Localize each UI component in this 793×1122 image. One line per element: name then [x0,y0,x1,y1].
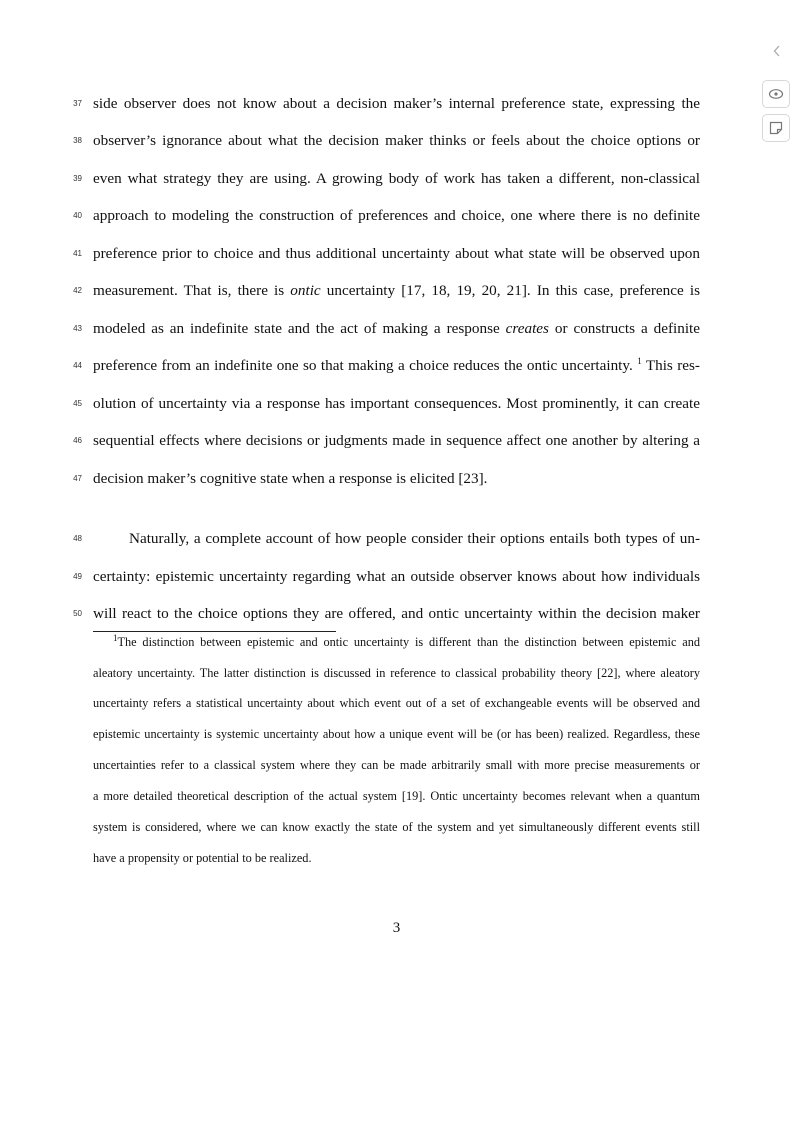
footnote-line: epistemic uncertainty is systemic uncertainty about how a unique event will be (or has been) realized. Regardless, these [93,727,700,741]
line-number: 39 [73,174,82,183]
line-number: 48 [73,534,82,543]
text-line: approach to modeling the construction of preferences and choice, one where there is no definite [93,207,700,224]
text-line: certainty: epistemic uncertainty regarding what an outside observer knows about how individuals [93,568,700,585]
chevron-left-icon [773,45,781,57]
line-number: 40 [73,211,82,220]
text-line: even what strategy they are using. A growing body of work has taken a different, non-classical [93,170,700,187]
text-segment: measurement. That is, there is [93,282,291,299]
footnote-ref[interactable]: 1 [637,355,642,366]
text-line: will react to the choice options they are offered, and ontic uncertainty within the decision maker [93,605,700,622]
text-line: olution of uncertainty via a response has important consequences. Most prominently, it can create [93,395,700,412]
text-line: sequential effects where decisions or judgments made in sequence affect one another by altering a [93,432,700,449]
text-line [93,320,700,338]
footnote-line: uncertainties refer to a classical system where they can be made arbitrarily small with more precise measurements or [93,758,700,772]
footnote-line: aleatory uncertainty. The latter distinction is discussed in reference to classical probability theory [22], where aleatory [93,666,700,680]
line-number: 37 [73,99,82,108]
sticky-note-icon [769,121,783,135]
text-line [93,282,700,300]
text-segment: or constructs a definite [548,320,700,337]
text-line: preference prior to choice and thus additional uncertainty about what state will be observed upon [93,245,700,262]
text-line: observer’s ignorance about what the decision maker thinks or feels about the choice options or [93,132,700,149]
line-number: 41 [73,249,82,258]
footnote-line [93,632,700,650]
footnote-line: uncertainty refers a statistical uncertainty about which event out of a set of exchangeable events will be observed and [93,696,700,710]
emphasis-creates: creates [505,320,549,337]
line-number: 49 [73,572,82,581]
text-line: Naturally, a complete account of how people consider their options entails both types of un- [129,530,700,547]
text-segment: This res- [641,357,700,374]
add-note-button[interactable] [762,114,790,142]
line-number: 50 [73,609,82,618]
collapse-panel-button[interactable] [770,42,784,60]
footnote-line: system is considered, where we can know exactly the state of the system and yet simultaneously different events still [93,820,700,834]
footnote-line: a more detailed theoretical description of the actual system [19]. Ontic uncertainty becomes relevant when a quantum [93,789,700,803]
footnote-line: have a propensity or potential to be realized. [93,851,312,865]
text-line: decision maker’s cognitive state when a response is elicited [23]. [93,470,488,487]
text-line: side observer does not know about a decision maker’s internal preference state, expressing the [93,95,700,112]
line-number: 44 [73,361,82,370]
eye-icon [768,88,784,100]
text-segment: The distinction between epistemic and ontic uncertainty is different than the distinction between epistemic and [117,635,700,649]
view-toggle-button[interactable] [762,80,790,108]
emphasis-ontic: ontic [290,282,321,299]
line-number: 43 [73,324,82,333]
text-segment: uncertainty [17, 18, 19, 20, 21]. In this case, preference is [320,282,700,299]
line-number: 45 [73,399,82,408]
line-number: 46 [73,436,82,445]
page-number: 3 [392,920,401,936]
footnote-marker: 1 [113,632,118,643]
footnote-rule [93,631,336,632]
line-number: 47 [73,474,82,483]
text-segment: preference from an indefinite one so that making a choice reduces the ontic uncertainty. [93,357,638,374]
line-number: 42 [73,286,82,295]
text-segment: modeled as an indefinite state and the act of making a response [93,320,506,337]
line-number: 38 [73,136,82,145]
text-line [93,357,700,375]
